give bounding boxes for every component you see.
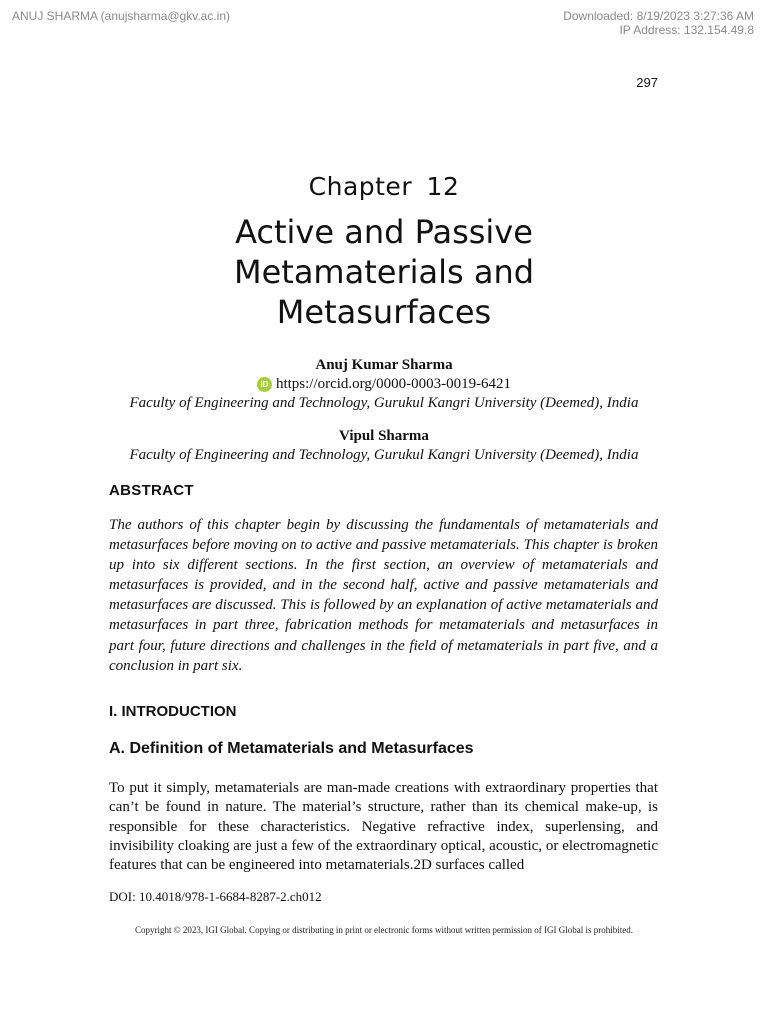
author-name: Vipul Sharma	[339, 428, 429, 444]
download-info-watermark	[563, 9, 754, 37]
author-name: Anuj Kumar Sharma	[315, 357, 453, 373]
introduction-heading: I. INTRODUCTION	[109, 703, 237, 720]
download-user-watermark: ANUJ SHARMA (anujsharma@gkv.ac.in)	[12, 9, 231, 23]
copyright-notice: Copyright © 2023, IGI Global. Copying or distributing in print or electronic forms without written permission of IGI Global is prohibited.	[134, 925, 634, 935]
orcid-line	[0, 375, 768, 394]
page-number: 297	[636, 75, 658, 90]
definition-subheading: A. Definition of Metamaterials and Metasurfaces	[109, 740, 474, 757]
ip-address: IP Address: 132.154.49.8	[619, 23, 754, 37]
chapter-label: Chapter 12	[308, 172, 460, 201]
chapter-title	[0, 212, 768, 332]
introduction-paragraph: To put it simply, metamaterials are man-made creations with extraordinary properties that can’t be found in nature. The material’s structure, rather than its chemical make-up, is responsible for these characteristics. Negative refractive index, superlensing, and invisibility cloaking are just a few of the extraordinary optical, acoustic, or electromagnetic features that can be engineered into metamaterials.2D surfaces called	[109, 780, 658, 874]
abstract-text: The authors of this chapter begin by discussing the fundamentals of metamaterials and metasurfaces before moving on to active and passive metamaterials. This chapter is broken up into six different sections. In the first section, an overview of metamaterials and metasurfaces is provided, and in the second half, active and passive metamaterials and metasurfaces are discussed. This is followed by an explanation of active metamaterials and metasurfaces in part three, fabrication methods for metamaterials and metasurfaces in part four, future directions and challenges in the field of metamaterials in part five, and a conclusion in part six.	[109, 517, 658, 674]
orcid-icon: iD	[257, 377, 272, 392]
chapter-title-line: Metamaterials and	[233, 253, 535, 291]
orcid-link[interactable]: https://orcid.org/0000-0003-0019-6421	[275, 376, 512, 392]
downloaded-timestamp: Downloaded: 8/19/2023 3:27:36 AM	[563, 9, 754, 23]
abstract-heading: ABSTRACT	[109, 482, 194, 499]
author-block-1	[0, 355, 768, 413]
author-affiliation: Faculty of Engineering and Technology, Gurukul Kangri University (Deemed), India	[129, 395, 639, 411]
author-affiliation: Faculty of Engineering and Technology, Gurukul Kangri University (Deemed), India	[129, 447, 639, 463]
chapter-title-line: Metasurfaces	[276, 293, 492, 331]
chapter-title-line: Active and Passive	[235, 213, 533, 251]
doi[interactable]: DOI: 10.4018/978-1-6684-8287-2.ch012	[109, 889, 322, 904]
author-block-2	[0, 426, 768, 465]
